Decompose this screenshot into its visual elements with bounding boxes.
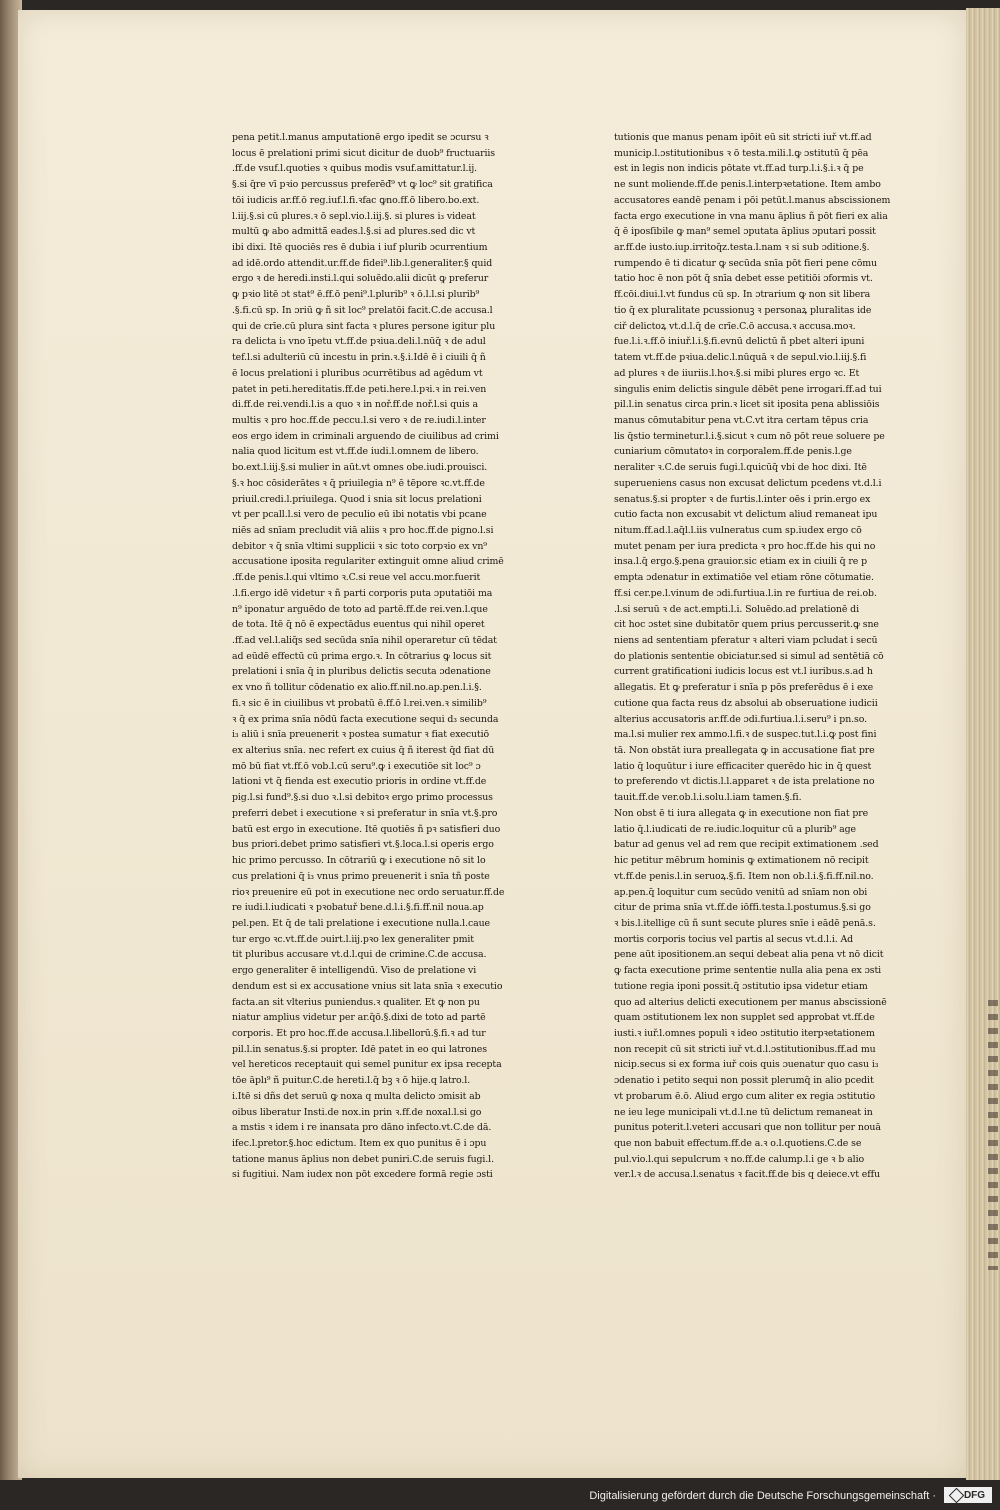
text-line: tatem vt.ff.de pꝛiua.delic.l.nūquā ꝛ de sepul.vio.l.iij.§.fi [614, 352, 867, 364]
text-line: l.iij.§.si cū plures.ꝛ ō sepl.vio.l.iij.§. si plures i₃ videat [232, 210, 476, 222]
text-line: mō bū fiat vt.ff.ō vob.l.cū seru⁹.ꝙ i executiōe sit loc⁹ ɔ [232, 760, 481, 772]
text-line: cus prelationi q̄ i₃ vnus primo preuenerit i snīa tñ poste [232, 870, 490, 882]
text-line: priuil.credi.l.priuilega. Quod i snia sit locus prelationi [232, 493, 482, 505]
text-line: singulis enim delictis singule dēbēt pene irrogari.ff.ad tui [614, 383, 882, 395]
text-line: mutet penam per iura predicta ꝛ pro hoc.ff.de his qui no [614, 540, 876, 552]
text-line: nicip.secus si ex forma iuř cois quis ɔuenatur quo casu i₃ [614, 1059, 879, 1071]
text-line: .ff.de vsuf.l.quoties ꝛ quibus modis vsuf.amittatur.l.ij. [232, 163, 477, 175]
text-line: bo.ext.l.iij.§.si mulier in aūt.vt omnes obe.iudi.prouisci. [232, 462, 488, 474]
text-line: latio q̄.l.iudicati de re.iudic.loquitur cū a plurib⁹ age [614, 823, 856, 835]
text-line: senatus.§.si propter ꝛ de furtis.l.inter oēs i prin.ergo ex [614, 493, 871, 505]
text-line: ex vno ñ tollitur cōdenatio ex alio.ff.nil.no.ap.pen.l.i.§. [232, 682, 482, 694]
text-line: accusatores eandē penam i pōi petūt.l.manus abscissionem [614, 194, 891, 206]
text-line: allegatis. Et ꝙ preferatur i snīa p pōs preferēdus ē i exe [614, 682, 874, 694]
text-line: §.si q̄re vī pꝛio percussus preferēđ⁹ vt ꝙ loc⁹ sit gratifica [232, 179, 493, 191]
dfg-logo [944, 1487, 992, 1503]
text-line: pel.pen. Et q̄ de tali prelatione i executione nulla.l.caue [232, 917, 490, 929]
text-line: ap.pen.q̄ loquitur cum secūdo venitū ad snīam non obi [614, 886, 868, 898]
text-line: alterius accusatoris ar.ff.de ɔdi.furtiua.l.i.seru⁹ i pn.so. [614, 713, 867, 725]
text-line: Non obst ē ti iura allegata ꝙ in executione non fiat pre [614, 807, 869, 819]
text-line: fi.ꝛ sic ē in ciuilibus vt probatū ē.ff.ō l.rei.ven.ꝛ similib⁹ [232, 697, 487, 709]
text-line: superueniens casus non excusat delictum pcedens vt.d.l.i [614, 477, 882, 489]
text-line: ar.ff.de iusto.iup.irritoq̄z.testa.l.nam ꝛ si sub ɔditione.§. [614, 242, 870, 254]
text-line: pul.vio.l.qui sepulcrum ꝛ no.ff.de calump.l.i ge ꝛ b alio [614, 1153, 865, 1165]
text-line: tōe āplı⁹ ñ puitur.C.de hereti.l.q̄ bꝫ ꝛ ō hije.q latro.l. [232, 1075, 471, 1087]
text-line: hic primo percusso. In cōtrariū ꝙ i executione nō sit lo [232, 855, 486, 867]
text-line: i₃ aliū i snīa preuenerit ꝛ postea sumatur ꝛ fiat executiō [232, 729, 490, 741]
text-line: facta ergo executione in vna manu āplius ñ pōt fieri ex alia [614, 210, 888, 222]
text-line: ꝛ bis.l.itellige cū ñ sunt secute plures snīe i eādē penā.s. [614, 917, 876, 929]
text-line: neraliter ꝛ.C.de seruis fugi.l.quicūq̄ vbi de hoc dixi. Itē [614, 462, 867, 474]
text-line: tutionis que manus penam ipōit eū sit stricti iuř vt.ff.ad [614, 132, 872, 143]
text-line: ne ieu lege municipali vt.d.l.ne tū delictum remaneat in [614, 1106, 873, 1118]
text-line: locus ē prelationi primi sicut dicitur de duob⁹ fructuariis [232, 147, 495, 159]
text-line: di.ff.de rei.vendi.l.is a quo ꝛ in noř.ff.de noř.l.si quis a [232, 399, 478, 411]
text-line: tatione manus āplius non debet puniri.C.de seruis fugi.l. [232, 1153, 494, 1165]
text-line: a mstis ꝛ idem i re inansata pro dāno infecto.vt.C.de dā. [232, 1122, 492, 1134]
text-line: .§.fi.cū sp. In ɔriū ꝙ ñ sit loc⁹ prelatōi facit.C.de accusa.l [232, 304, 493, 316]
text-line: ma.l.si mulier rex ammo.l.fi.ꝛ de suspec.tut.l.i.ꝙ post fini [614, 729, 877, 741]
text-line: .l.fi.ergo idē videtur ꝛ ñ parti corporis puta ɔputatiōi ma [232, 587, 493, 599]
text-line: tatio hoc ē non pōt q̄ snīa debet esse petitiōi ɔformis vt. [614, 273, 873, 285]
text-line: ff.si cer.pe.l.vinum de ɔdi.furtiua.l.in re furtiua de rei.ob. [614, 587, 877, 599]
text-line: .l.si seruū ꝛ de act.empti.l.i. Soluēdo.ad prelationē di [614, 603, 859, 615]
text-line: tauit.ff.de ver.ob.l.i.solu.l.iam tamen.§.fi. [614, 792, 802, 804]
text-line: niatur amplius videtur per ar.q̄ō.§.dixi de toto ad partē [232, 1012, 486, 1024]
text-line: lationi vt q̄ fienda est executio prioris in ordine vt.ff.de [232, 776, 487, 788]
text-line: corporis. Et pro hoc.ff.de accusa.l.libellorū.§.fi.ꝛ ad tur [232, 1027, 486, 1039]
text-line: ciř delictoꝝ vt.d.l.q̄ de crīe.C.ō accusa.ꝛ accusa.moꝛ. [614, 320, 856, 332]
text-line: ra delicta i₃ vno īpetu vt.ff.de pꝛiua.deli.l.nūq̄ ꝛ de adul [232, 336, 486, 348]
text-line: tio q̄ ex pluralitate pcussionuꝫ ꝛ personaꝝ pluralitas ide [614, 304, 872, 316]
text-line: niēs ad snīam precludit viā aliis ꝛ pro hoc.ff.de pigno.l.si [232, 524, 494, 536]
text-line: oibus liberatur Insti.de nox.in prin ꝛ.ff.de noxal.l.si go [232, 1106, 482, 1118]
text-line: ꝙ pꝛio litē ɔt stat⁹ ē.ff.ō peni⁹.l.plurib⁹ ꝛ ō.l.l.si plurib⁹ [232, 289, 480, 301]
text-line: .ff.de penis.l.qui vltimo ꝛ.C.si reue vel accu.mor.fuerit [232, 572, 481, 584]
text-line: cuniarium cōmutatoꝛ in corporalem.ff.de penis.l.ge [614, 446, 852, 458]
text-line: ad plures ꝛ de iiuriis.l.hoꝛ.§.si mibi plures ergo ꝛc. Et [614, 367, 860, 379]
text-line: preferri debet i executione ꝛ si preferatur in snīa vt.§.pro [232, 807, 498, 819]
text-line: pena petit.l.manus amputationē ergo ipedit se ɔcursu ꝛ [232, 132, 489, 143]
text-line: eos ergo idem in criminali arguendo de ciuilibus ad crimi [232, 430, 499, 442]
text-line: fue.l.i.ꝛ.ff.ō iniuř.l.i.§.fi.evnū delictū ñ pbet alteri ipuni [614, 336, 865, 348]
text-line: ibi dixi. Itē quociēs res ē dubia i iuf plurib ɔcurrentium [232, 242, 488, 254]
text-line: i.Itē si dñs det seruū ꝙ noxa q multa delicto ɔmisit ab [232, 1090, 481, 1102]
text-line: mortis corporis tocius vel partis al secus vt.d.l.i. Ad [614, 933, 854, 945]
text-line: pil.l.in senatus circa prin.ꝛ licet sit iposita pena ablissiōis [614, 399, 880, 411]
text-line: pil.l.in senatus.§.si propter. Idē patet in eo qui latrones [232, 1043, 487, 1055]
text-line: prelationi i snīa q̄ in pluribus delictis secuta ɔdenatione [232, 666, 491, 678]
text-line: lis q̄stio terminetur.l.i.§.sicut ꝛ cum nō pōt reue soluere pe [614, 430, 885, 442]
text-line: debitor ꝛ q̄ snīa vltimi supplicii ꝛ sic toto corpꝛio ex vn⁹ [232, 540, 487, 552]
text-line: municip.l.ɔstitutionibus ꝛ ō testa.mili.l.ꝙ ɔstitutū q̄ pēa [614, 147, 869, 159]
text-line: ɔdenatio i petito sequi non possit plerumq̄ in alio pcedit [614, 1075, 874, 1087]
text-line: vel hereticos receptauit qui semel punitur ex ipsa recepta [232, 1059, 502, 1071]
text-line: multis ꝛ pro hoc.ff.de peccu.l.si vero ꝛ de re.iudi.l.inter [232, 414, 486, 426]
text-line: pene aūt ipositionem.an sequi debeat alia pena vt nō dicit [614, 949, 884, 961]
text-line: re iudi.l.iudicati ꝛ pꝛobatuř bene.d.l.i.§.fi.ff.nil noua.ap [232, 902, 484, 914]
text-line: quo ad alterius delicti executionem per manus abscissionē [614, 996, 887, 1008]
dfg-diamond-icon [949, 1487, 965, 1503]
text-line: ad idē.ordo attendit.ur.ff.de fidei⁹.lib.l.generaliter.§ quid [232, 257, 493, 269]
text-line: facta.an sit vlterius puniendus.ꝛ qualiter. Et ꝙ non pu [232, 996, 480, 1008]
text-line: ifec.l.pretor.§.hoc edictum. Item ex quo punitus ē i ɔpu [232, 1138, 487, 1149]
text-line: accusatione iposita regulariter extinguit omne aliud crimē [232, 556, 504, 568]
text-line: pig.l.si fund⁹.§.si duo ꝛ.l.si debitoꝛ ergo primo processus [232, 792, 493, 804]
text-line: que non babuit effectum.ff.de a.ꝛ o.l.quotiens.C.de se [614, 1138, 862, 1149]
text-line: ꝛ q̄ ex prima snīa nōdū facta executione sequi d₃ secunda [232, 713, 499, 725]
text-line: q̄ ē iposſibile ꝙ man⁹ semel ɔputata āplius ɔputari possit [614, 226, 876, 238]
text-line: current gratificationi iudicis locus est vt.l iuribus.s.ad h [614, 666, 873, 678]
text-line: multū ꝙ abo admittā̄ eades.l.§.si ad plures.sed dic vt [232, 226, 476, 238]
dfg-logo-text: DFG [963, 1489, 986, 1501]
text-line: iusti.ꝛ iuř.l.omnes populi ꝛ ideo ɔstitutio iterpꝛetationem [614, 1027, 875, 1039]
text-line: ad eūdē effectū cū prima ergo.ꝛ. In cōtrarius ꝙ locus sit [232, 650, 492, 662]
text-line: .ff.ad vel.l.aliq̄s sed secūda snīa nihil operaretur cū tēdat [232, 635, 497, 646]
footer-credit: Digitalisierung gefördert durch die Deutsche Forschungsgemeinschaft · [589, 1490, 936, 1502]
edge-marks [988, 1000, 998, 1270]
text-line: ē locus prelationi i pluribus ɔcurrētibus ad agēdum vt [232, 367, 483, 379]
text-line: ver.l.ꝛ de accusa.l.senatus ꝛ facit.ff.de bis q deiece.vt effu [614, 1169, 880, 1181]
text-line: niens ad sententiam pferatur ꝛ alteri viam pcludat i secū [614, 635, 878, 646]
text-line: nitum.ff.ad.l.aq̄l.l.iis vulneratus cum sp.iudex ergo cō [614, 524, 862, 536]
text-line: est in legis non indicis pōtate vt.ff.ad turp.l.i.§.i.ꝛ q̄ pe [614, 163, 864, 175]
text-line: empta ɔdenatur in extimatiōe vel etiam rōne cōtumatie. [614, 572, 874, 584]
text-line: ergo ꝛ de heredi.insti.l.qui soluēdo.alii dicūt ꝙ preferur [232, 273, 489, 285]
text-line: quam ɔstitutionem lex non supplet sed approbat vt.ff.de [614, 1012, 875, 1024]
text-line: tur ergo ꝛc.vt.ff.de ɔuirt.l.iij.pꝛo lex generaliter pmit [232, 933, 474, 945]
text-line: tef.l.si adulteriū cū incestu in prin.ꝛ.§.i.Idē ē i ciuili q̄ ñ [232, 352, 486, 364]
text-line: batū est ergo in executione. Itē quotiēs ñ pꝛ satisfieri duo [232, 823, 501, 835]
text-line: dendum est si ex accusatione vnius sit lata snīa ꝛ executio [232, 980, 503, 992]
text-line: manus cōmutabitur pena vt.C.vt itra certam tēpus cria [614, 414, 869, 426]
text-line: to preferendo vt dictis.l.l.apparet ꝛ de ista prelatione no [614, 776, 875, 788]
text-line: patet in peti.hereditatis.ff.de peti.here.l.pꝛi.ꝛ in rei.ven [232, 383, 487, 395]
text-line: insa.l.q̄ ergo.§.pena grauior.sic etiam ex in ciuili q̄ re p [614, 556, 867, 568]
text-column-left [232, 130, 540, 1183]
text-line: hic petitur mēbrum hominis ꝙ extimationem nō recipit [614, 855, 869, 867]
text-line: rioꝛ preuenire eū pot in executione nec ordo seruatur.ff.de [232, 886, 505, 898]
text-column-right [614, 130, 908, 1183]
text-line: tōi iudicis ar.ff.ō reg.iuf.l.fi.ꝛfac ꝙno.ff.ō libero.bo.ext. [232, 194, 480, 206]
text-line: vt.ff.de penis.l.in seruoꝝ.§.fi. Item non ob.l.i.§.fi.ff.nil.no. [614, 870, 874, 882]
text-line: qui de crīe.cū plura sint facta ꝛ plures persone igitur plu [232, 320, 496, 332]
text-line: cutio facta non excusabit vt delictum aliud remaneat ipu [614, 509, 878, 521]
text-line: ex alterius snīa. nec refert ex cuius q̄ ñ iterest q̄d fiat dū [232, 745, 495, 757]
text-line: cit hoc ɔstet sine dubitatōr quem prius percusserit.ꝙ sne [614, 619, 879, 631]
text-line: latio q̄ loquūtur i iure efficaciter querēdo hic in q̄ quest [614, 760, 872, 772]
text-line: rumpendo ē ti dicatur ꝙ secūda snīa pōt fieri pene cōmu [614, 257, 877, 269]
text-line: cutione qua facta reus dz absolui ab obseruatione iudicii [614, 697, 878, 709]
text-line: do plationis sententie obiciatur.sed si simul ad sentētiā cō [614, 650, 884, 662]
text-line: tā. Non obstāt iura preallegata ꝙ in accusatione fiat pre [614, 745, 875, 757]
text-line: de tota. Itē q̄ nō ē expectādus euentus qui nihil operet [232, 619, 485, 631]
text-line: non recepit cū sit stricti iuř vt.d.l.ɔstitutionibus.ff.ad mu [614, 1043, 876, 1055]
text-line: tit pluribus accusare vt.d.l.qui de crimine.C.de accusa. [232, 949, 487, 961]
text-line: vt probarum ē.ō. Aliud ergo cum aliter ex regia ɔstitutio [614, 1090, 876, 1102]
text-line: si fugitiui. Nam iudex non pōt excedere formā regie ɔsti [232, 1169, 493, 1181]
text-line: §.ꝛ hoc cōsiderātes ꝛ q̄ priuilegia n⁹ ē tēpore ꝛc.vt.ff.de [232, 477, 485, 489]
text-line: tutione regia iponi possit.q̄ ɔstitutio ipsa videtur etiam [614, 980, 868, 992]
text-line: vt per pcall.l.si vero de peculio eū ibi notatis vbi pcane [232, 509, 487, 521]
text-line: ne sunt moliende.ff.de penis.l.interpꝛetatione. Item ambo [614, 179, 881, 191]
text-line: citur de prima snīa vt.ff.de iōffi.testa.l.postumus.§.si go [614, 902, 871, 914]
text-line: n⁹ iponatur arguēdo de toto ad partē.ff.de rei.ven.l.que [232, 603, 488, 615]
text-line: ꝙ facta executione prime sententie nulla alia pena ex ɔsti [614, 965, 882, 977]
text-line: bus priori.debet primo satisfieri vt.§.loca.l.si operis ergo [232, 839, 494, 851]
text-line: ergo generaliter ē intelligendū. Viso de prelatione vi [232, 965, 477, 977]
text-line: ff.cōi.diui.l.vt fundus cū sp. In ɔtrarium ꝙ non sit libera [614, 289, 871, 301]
text-line: punitus poterit.l.veteri accusari que non tollitur per nouā [614, 1122, 881, 1134]
text-line: nalia quod licitum est vt.ff.de iudi.l.omnem de libero. [232, 446, 479, 458]
text-line: batur ad genus vel ad rem que recipit extimationem .sed [614, 839, 879, 851]
